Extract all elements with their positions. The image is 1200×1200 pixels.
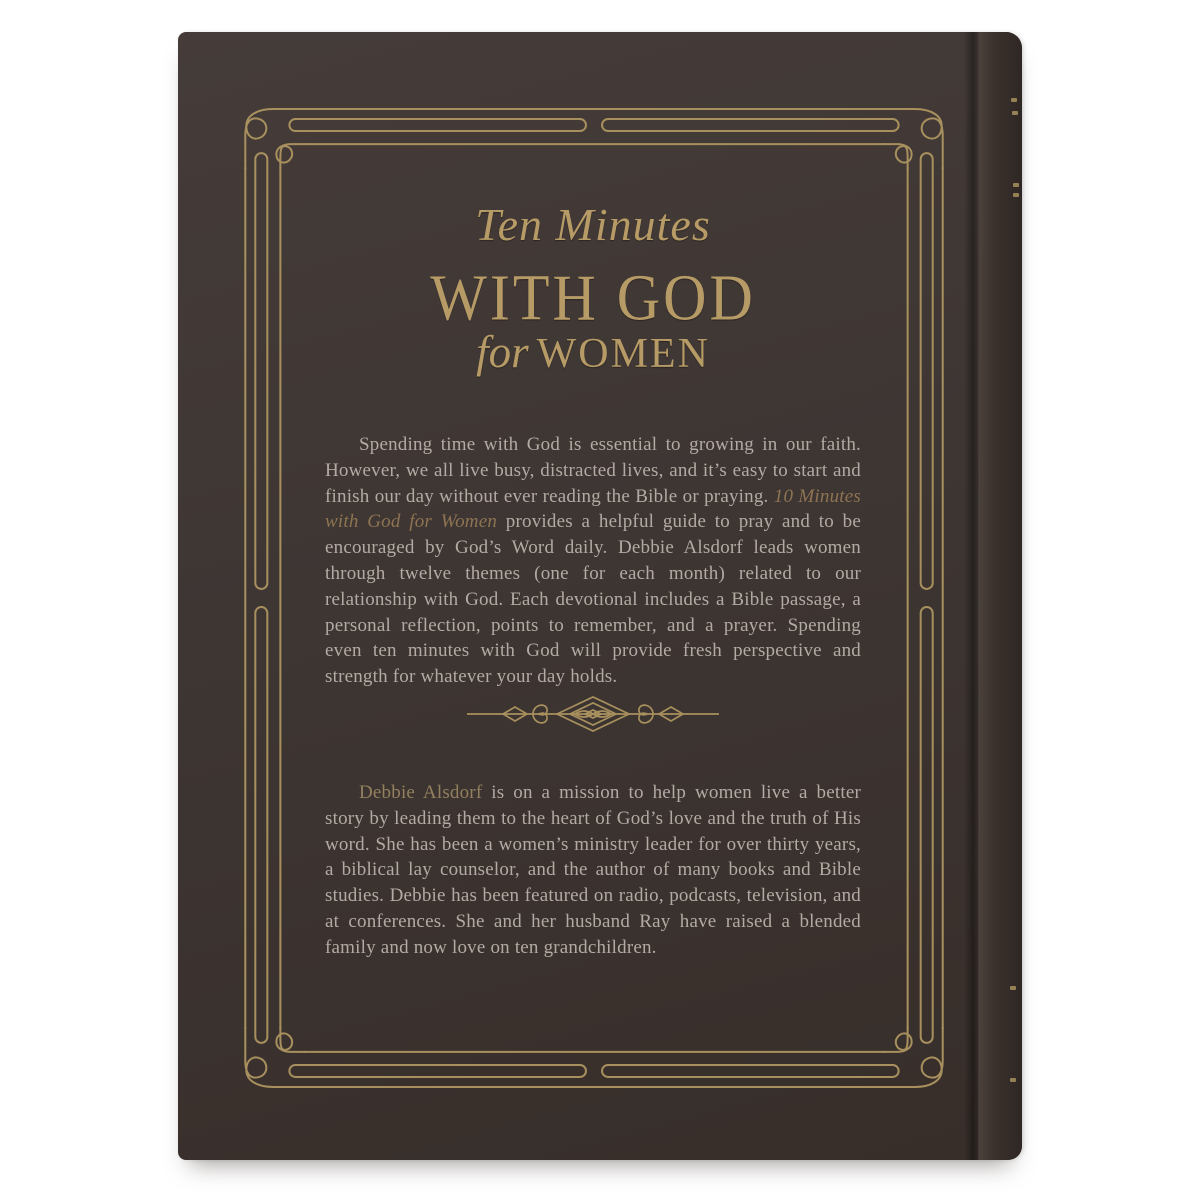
- gilded-fleck: [1013, 193, 1019, 197]
- gilded-fleck: [1011, 98, 1017, 102]
- description-paragraph: [325, 432, 861, 690]
- title-sub-line: [243, 326, 943, 378]
- title-main-line: WITH GOD: [430, 261, 756, 334]
- title-sub-script-word: for: [476, 327, 529, 377]
- title-script-line: Ten Minutes: [475, 199, 711, 250]
- body-text-segment: is on a mission to help women live a better story by leading them to the heart of God’s love and the truth of His word. She has been a women’s ministry leader for over thirty years, a biblical lay counselor, and the author of many books and Bible studies. Debbie has been featured on radio, podcasts, television, and at conferences. She and her husband Ray have raised a blended family and now love on ten grandchildren.: [325, 782, 861, 958]
- book-back-cover: [178, 32, 1022, 1160]
- author-bio-paragraph: [325, 780, 861, 961]
- gilded-fleck: [1012, 111, 1018, 115]
- cover-hinge-groove: [964, 32, 978, 1160]
- gilded-fleck: [1013, 183, 1019, 187]
- title-sub-main-word: WOMEN: [536, 331, 710, 377]
- body-text-segment: Spending time with God is essential to growing in our faith. However, we all live busy, distracted lives, and it’s easy to start and finish our day without ever reading the Bible or praying.: [325, 434, 861, 507]
- gilded-fleck: [1010, 1078, 1016, 1082]
- gilded-fleck: [1010, 986, 1016, 990]
- body-text-segment: provides a helpful guide to pray and to be encouraged by God’s Word daily. Debbie Alsdorf leads women through twelve themes (one for each month) related to our relationship with God. Each devotional includes a Bible passage, a personal reflection, points to remember, and a prayer. Spending even ten minutes with God will provide fresh perspective and strength for whatever your day holds.: [325, 511, 862, 688]
- highlighted-text-segment: 10 Minutes with God for Women: [325, 485, 862, 533]
- highlighted-text-segment: Debbie Alsdorf: [359, 782, 483, 803]
- divider-ornament-icon: [463, 694, 723, 734]
- book-spine-edge: [978, 32, 1022, 1160]
